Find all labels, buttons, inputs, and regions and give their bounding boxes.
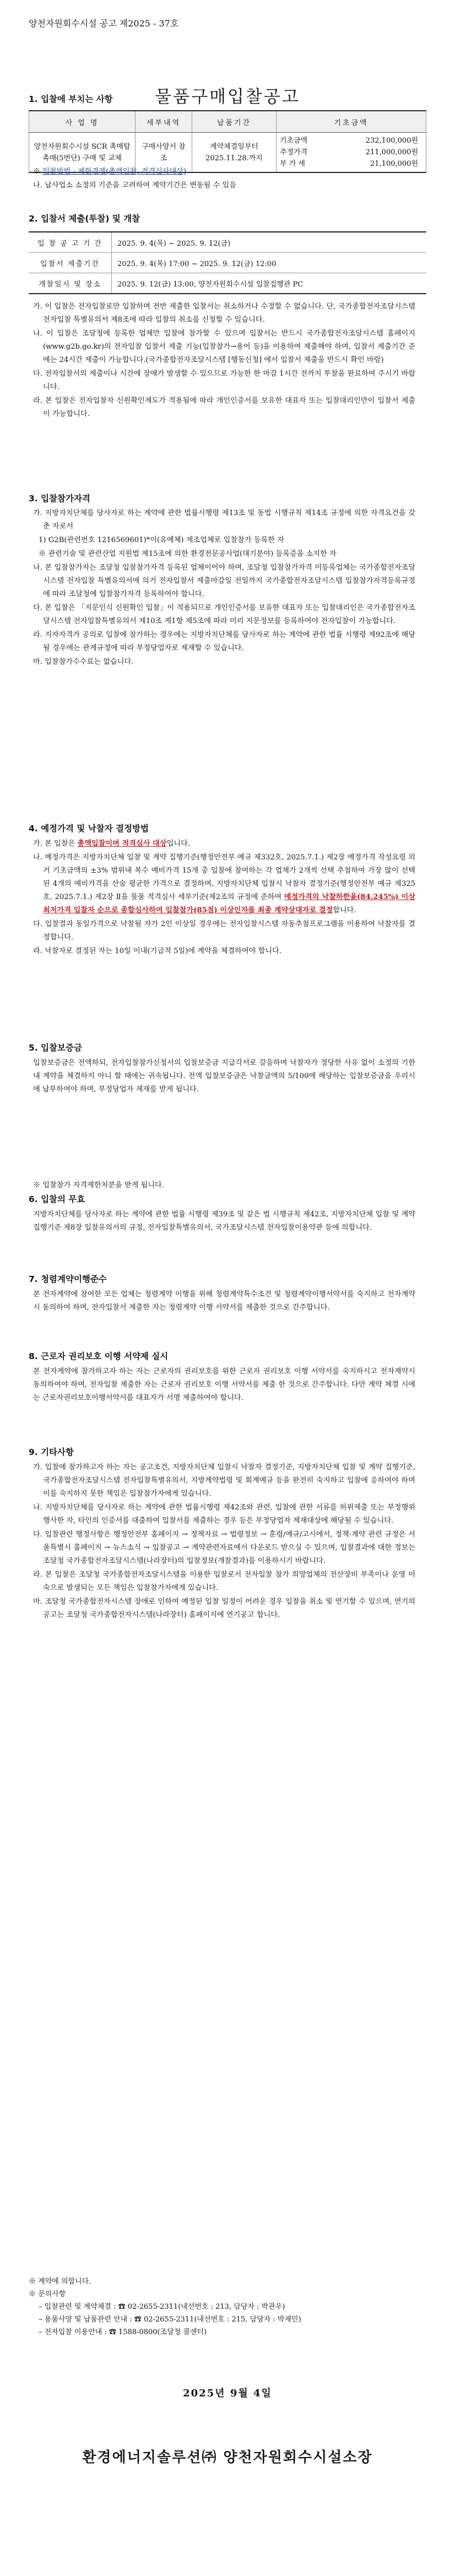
s9-item: 나. 지방자치단체를 당사자로 하는 계약에 관한 법률시행령 제42조와 관련, 입찰에 관한 서류를 허위제출 또는 부정행위 행사한 자, 타인의 인증서를 대출하여 입찰서를 제출하는 경우 등은 부정당업자 제재대상에 해당될 수 있습니다. — [33, 1503, 415, 1525]
amount-label-estimate: 추정가격 — [280, 148, 308, 156]
s2-item: 라. 본 입찰은 전자입찰자 신원확인제도가 적용됨에 따라 개인인증서를 보유한 대표자 또는 입찰대리인만이 입찰서 제출이 가능합니다. — [33, 397, 415, 418]
amount-base: 232,100,000원 — [365, 137, 418, 145]
project-period: 계약체결일부터 2025.11.28.까지 — [192, 133, 277, 173]
bid-method: 입찰방법 : 제한경쟁(총액입찰, 적격심사대상) — [42, 167, 187, 176]
section-4-heading: 4. 예정가격 및 낙찰자 결정방법 — [29, 824, 149, 834]
s4-a-post: 입니다. — [166, 840, 190, 848]
section-8-heading: 8. 근로자 권리보호 이행 서약제 실시 — [29, 1351, 169, 1361]
s9-item: 마. 조달청 국가종합전자시스템 장애로 인하여 예정된 입찰 일정이 어려운 경우 입찰을 취소 및 연기할 수 있으며, 연기의 공고는 조달청 국가종합전자시스템(나라장터) 홈페이지에 연기공고 합니다. — [33, 1598, 415, 1619]
s4-b-post: 합니다. — [333, 906, 356, 914]
section-3-heading: 3. 입찰참가자격 — [29, 494, 90, 504]
s3-item: ※ 관련기술 및 관련산업 지원법 제15조에 의한 환경전문공사업(대기분야) 등록증을 소지한 자 — [39, 550, 337, 558]
s3-item: 라. 지자자격가 공의로 입찰에 참가하는 경우에는 지방자치단체를 당사자로 하는 계약에 관한 법률 시행령 제92조에 해당될 경우에는 관계규정에 따라 부정당업자로 제재할 수 있습니다. — [33, 631, 415, 652]
section-7-heading: 7. 청렴계약이행준수 — [29, 1274, 107, 1284]
schedule-label: 입 찰 공 고 기 간 — [29, 232, 112, 253]
s4-item-b — [33, 851, 415, 917]
notice-number: 양천자원회수시설 공고 제2025 - 37호 — [29, 18, 179, 29]
s2-item: 가. 이 입찰은 전자입찰로만 입찰하며 전반 제출한 입찰서는 취소하거나 수정할 수 없습니다. 단, 국가종합전자조달시스템 전자입찰 특별유의서 제8조에 따라 입찰의 취소를 신청할 수 있습니다. — [33, 302, 415, 324]
note-mark: ※ — [33, 167, 43, 176]
contact-line: – 전자입찰 이용안내 : ☎ 1588-0800(조달청 콜센터) — [39, 2328, 207, 2336]
amount-label-base: 기초금액 — [280, 137, 308, 145]
section-4-body — [33, 837, 415, 959]
schedule-table — [29, 231, 426, 294]
amount-label-vat: 부 가 세 — [280, 160, 305, 168]
section-3-body — [33, 507, 415, 669]
section-7-body: 본 전자계약에 참여한 모든 업체는 청렴계약 이행을 위해 청렴계약특수조건 및 청렴계약이행서약서를 숙지하고 전자계약시 동의하여 하며, 전자입찰서 제출한 자는 청렴계약 이행 서약서를 제출한 것으로 간주합니다. — [33, 1290, 415, 1312]
schedule-row — [29, 232, 426, 253]
s4-a-highlight: 총액입찰이며 적격심사 대상 — [77, 840, 167, 848]
schedule-label: 개찰일시 및 장소 — [29, 273, 112, 294]
section-8-body: 본 전자계약에 참가하고자 하는 자는 근로자의 권리보호를 위한 근로자 권리보호 이행 서약서를 숙지하시고 전자계약시 동의하여야 하며, 전자입찰 제출한 자는 근로자 권리보호 이행 서약서를 제출 한 것으로 간주합니다. 다만 계약 체결 시에는 근로자권리보호이행서약서를 대표자가 서명 제출하여야 합니다. — [33, 1367, 415, 1402]
section-9-heading: 9. 기타사항 — [29, 1447, 74, 1457]
schedule-row — [29, 253, 426, 273]
s4-item-a — [33, 837, 415, 851]
section-2-body — [33, 300, 415, 421]
section-1-heading: 1. 입찰에 부치는 사항 — [29, 94, 113, 104]
project-name: 양천자원회수시설 SCR 촉매탑 촉매(5번단) 구매 및 교체 — [29, 133, 136, 173]
schedule-value: 2025. 9. 4(목) 17:00 ~ 2025. 9. 12(금) 12:00 — [112, 253, 427, 273]
s2-item: 나. 이 입찰은 조달청에 등록한 업체만 입찰에 참가할 수 있으며 입찰서는 반드시 국가종합전자조달시스템 홈페이지(www.g2b.go.kr)의 전자입찰 입찰서 제출 기능(입찰참가→용어 등)을 이용하여 제출해야 하며, 입찰서 제출기간 준에는 24시간 제출이 가능합니다.(국가종합전자조달시스템 [행동신청] 에서 입찰서 제출을 반드시 확인 바람) — [33, 329, 415, 364]
s5-note: ※ 입찰참가 자격제한처분을 받게 됩니다. — [33, 1181, 164, 1189]
bid-item-table — [29, 110, 426, 173]
s3-item: 나. 본 입찰참가자는 조달청 입찰참가자격 등록된 업체이어야 하며, 조달청 입찰참가자격 미등록업체는 국가종합전자조달시스템 전자입찰 특별유의서에 의거 전자입찰서 제출마감일 전일까지 국가종합전자조달시스템 입찰참가자격등록규정에 따라 조달청에 입찰참가자격 등록하여야 합니다. — [33, 564, 415, 598]
s3-item: 마. 입찰참가수수료는 없습니다. — [33, 658, 134, 666]
section-2-heading: 2. 입찰서 제출(투찰) 및 개찰 — [29, 214, 140, 224]
s3-item: 1) G2B(관련번호 1216569601)*이(유예체) 제조업체로 입찰참가 등록한 자 — [39, 536, 284, 544]
amount-estimate: 211,000,000원 — [365, 148, 418, 156]
schedule-label: 입찰서 제출기간 — [29, 253, 112, 273]
col-project: 사 업 명 — [29, 111, 136, 133]
notice-date: 2025년 9월 4일 — [183, 2388, 272, 2399]
page-title: 물품구매입찰공고 — [155, 87, 300, 107]
contact-line: – 입찰관련 및 계약체결 : ☎ 02-2655-2311(내선번호 : 213, 담당자 : 박관우) — [39, 2303, 285, 2311]
s4-b-highlight: 예정가격의 낙찰하한율(84.245%) 이상 최저가격 입찰자 순으로 종합심사하여 입찰참가(85점) 이상인자를 최종 계약상대자로 결정 — [43, 893, 415, 914]
section-1-notes — [33, 165, 415, 193]
s2-item: 다. 전자입찰서의 제출이나 시간에 장애가 발생할 수 있으므로 가능한 한 마감 1시간 전까지 투찰을 완료하여 주시기 바랍니다. — [33, 370, 415, 391]
s4-a-pre: 가. 본 입찰은 — [33, 840, 78, 848]
col-period: 납품기간 — [192, 111, 277, 133]
s9-item: 다. 입찰관련 행정사항은 행정안전부 홈페이지 → 정책자료 → 법령정보 → 훈령/예규/고시에서, 정책·계약 관련 규정은 서울특별시 홈페이지 → 뉴스소식 → 입찰공고 → 계약관련자료에서 다운로드 받으실 수 있으며, 입찰결과에 대한 정보는 조달청 국가종합전자조달시스템(나라장터)의 입찰정보(개찰결과)를 이용하시기 바랍니다. — [33, 1530, 415, 1565]
s4-item: 다. 입찰결과 동일가격으로 낙찰될 자가 2인 이상일 경우에는 전자입찰시스템 자동추첨프로그램을 이용하여 낙찰자를 결정합니다. — [33, 920, 415, 941]
s9-item: 가. 입찰에 참가하고자 하는 자는 공고조건, 지방자치단체 입찰시 낙찰자 결정기준, 지방자치단체 입찰 및 계약 집행기준, 국가종합전자조달시스템 전자입찰특별유의서, 지방계약법령 및 회계예규 등을 완전히 숙지하고 입찰에 응하여야 하며 이를 숙지하지 못한 책임은 입찰참가자에게 있습니다. — [33, 1463, 415, 1498]
schedule-value: 2025. 9. 4(목) ~ 2025. 9. 12(금) — [112, 232, 427, 253]
s3-item: 가. 지방자치단체를 당사자로 하는 계약에 관한 법률시행령 제13조 및 동법 시행규칙 제14조 규정에 의한 자격요건을 갖춘 자로서 — [33, 509, 415, 531]
s4-item: 라. 낙찰자로 결정된 자는 10일 이내(기급적 5일)에 계약을 체결하여야 합니다. — [33, 947, 282, 955]
issuer-name: 환경에너지솔루션㈜ 양천자원회수시설소장 — [82, 2449, 373, 2466]
contact-line: – 용품사양 및 납품관련 안내 : ☎ 02-2655-2311(내선번호 : 215, 담당자 : 박재민) — [39, 2315, 301, 2324]
s5-text: 입찰보증금은 전액하되, 전자입찰참가신청서의 입찰보증금 지급각서로 갈음하며 낙찰자가 정당한 사유 없이 소정의 기한 내 계약을 체결하지 아니 할 때에는 귀속됩니다. 전액 입찰보증금은 낙찰금액의 5/100에 해당하는 입찰보증금을 우리시에 납부하여야 하며, 부정당업자 제재를 받게 됩니다. — [33, 1059, 415, 1094]
amount-vat: 21,100,000원 — [370, 160, 418, 168]
col-detail: 세부내역 — [136, 111, 192, 133]
section-5-heading: 5. 입찰보증금 — [29, 1043, 82, 1053]
contact-block — [29, 2275, 425, 2339]
contact-head: ※ 계약에 의합니다. — [29, 2277, 91, 2286]
section-6-heading: 6. 입찰의 무효 — [29, 1194, 85, 1204]
schedule-value: 2025. 9. 12(금) 13:00, 양천자원회수시설 입찰집행관 PC — [112, 273, 427, 294]
section-6-body: 지방자치단체를 당사자로 하는 계약에 관한 법률 시행령 제39조 및 같은 법 시행규칙 제42조, 지방자치단체 입찰 및 계약 집행기준 제8장 입찰유의서의 규정, 전자입찰특별유의서, 국가조달시스템 전자입찰이용약관 등에 의합니다. — [33, 1210, 415, 1232]
s9-item: 라. 본 입찰은 조달청 국가종합전자조달시스템을 이용한 입찰로서 전자입찰 참가 희망업체의 전산장비 부족이나 운영 미숙으로 발생되는 모든 책임은 입찰참가자에게 있습니다. — [33, 1571, 415, 1592]
section-9-body — [33, 1461, 415, 1622]
period-note: 나. 납사업소 소정의 기준을 고려하여 계약기간은 변동될 수 있음 — [33, 181, 236, 190]
s4-b-pre: 나. 예정가격은 지방자치단체 입찰 및 계약 집행기준(행정안전부 예규 제332호, 2025.7.1.) 제2장 예정가격 작성요령 의거 기초금액의 ±3% 범위내 복수 예비가격 15개 중 입찰에 참여하는 각 업체가 2개씩 선택 추첨하여 가장 많이 선택된 4개의 예비가격을 산술 평균한 가격으로 결정하며, 지방자치단체 입찰시 낙찰자 결정기준(행정안전부 예규 제325호, 2025.7.1.) 제2장 Ⅱ을 물품 적격심사 세부기준(제2조의 규정에 준하여 — [33, 853, 415, 901]
project-detail: 구매사양서 참조 — [136, 133, 192, 173]
schedule-row — [29, 273, 426, 294]
col-amount: 기초금액 — [277, 111, 426, 133]
s3-item: 다. 본 입찰은 「지문인식 신원확인 입찰」이 적용되므로 개인인증서를 보유한 대표자 또는 입찰대리인은 국가종합전자조달시스템 전자입찰특별유의서 제10조 제1항 제5조에 따라 미리 지문정보를 등록하여야 전자입찰이 가능합니다. — [33, 604, 415, 625]
section-5-body — [33, 1057, 415, 1193]
contact-sub: ※ 문의사항 — [29, 2290, 66, 2298]
